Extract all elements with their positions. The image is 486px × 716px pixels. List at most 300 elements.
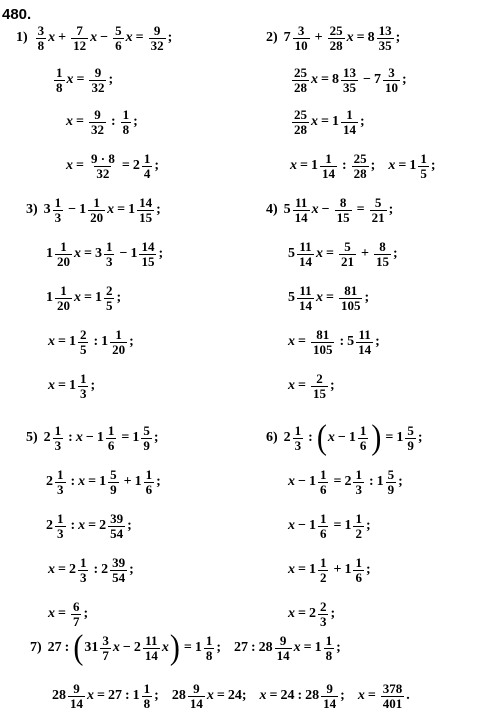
- whole-part: 1: [132, 430, 140, 445]
- item-label: 7): [30, 640, 42, 655]
- fraction: [386, 468, 397, 497]
- numerator: 2: [319, 598, 327, 614]
- fraction: [353, 556, 364, 585]
- denominator: 35: [342, 79, 356, 95]
- whole-part: 1: [314, 640, 322, 655]
- variable: x: [288, 474, 295, 489]
- operator: :: [110, 114, 116, 129]
- fraction: [104, 240, 115, 269]
- fraction: [110, 556, 127, 585]
- variable: x: [388, 158, 396, 173]
- fraction: [108, 468, 119, 497]
- operator: +: [314, 30, 323, 45]
- mixed-number: [84, 634, 113, 663]
- fraction: [292, 66, 309, 95]
- whole-part: 1: [194, 640, 202, 655]
- fraction: [143, 634, 160, 663]
- mixed-number: [396, 424, 418, 453]
- whole-part: 2: [101, 562, 109, 577]
- denominator: 7: [102, 647, 109, 663]
- equation-line: [290, 146, 441, 186]
- equation-line: [48, 322, 140, 362]
- whole-part: 28: [52, 688, 66, 703]
- mixed-number: [44, 196, 66, 225]
- equation-line: [288, 462, 409, 502]
- denominator: 3: [294, 437, 302, 453]
- denominator: 6: [359, 437, 367, 453]
- separator: ;: [365, 562, 371, 577]
- operator: =: [135, 30, 144, 45]
- separator: ;: [388, 202, 394, 217]
- operator: =: [97, 688, 105, 703]
- separator: ;: [129, 334, 134, 349]
- denominator: 32: [96, 165, 110, 181]
- whole-part: 1: [128, 202, 136, 217]
- numerator: 9: [94, 106, 101, 122]
- fraction: [139, 240, 156, 269]
- numerator: 1: [325, 150, 332, 166]
- numerator: 3: [297, 22, 305, 38]
- variable: x: [311, 202, 319, 217]
- denominator: 5: [420, 165, 427, 181]
- variable: x: [87, 688, 94, 703]
- equation-line: [46, 234, 169, 274]
- numerator: 11: [295, 194, 308, 210]
- variable: x: [66, 72, 74, 87]
- separator: ;: [167, 30, 173, 45]
- denominator: 14: [189, 695, 203, 711]
- mixed-number: [135, 468, 157, 497]
- denominator: 3: [57, 525, 64, 541]
- numerator: 7: [76, 22, 83, 38]
- separator: ;: [116, 290, 122, 305]
- separator: ;: [364, 290, 370, 305]
- operator: =: [298, 378, 306, 393]
- operator: =: [326, 290, 334, 305]
- operator: −: [85, 430, 94, 445]
- whole-part: 28: [258, 640, 273, 655]
- mixed-number: [344, 468, 366, 497]
- fraction: [405, 424, 416, 453]
- denominator: 32: [150, 37, 164, 53]
- denominator: 28: [329, 37, 343, 53]
- denominator: 9: [407, 437, 414, 453]
- numerator: 6: [72, 598, 80, 614]
- mixed-number: [46, 468, 68, 497]
- problem-number: 480.: [2, 6, 32, 23]
- equation-line: [266, 418, 428, 458]
- denominator: 6: [319, 525, 327, 541]
- mixed-number: [133, 682, 155, 711]
- operator: =: [88, 518, 97, 533]
- whole-part: 1: [344, 518, 352, 533]
- fraction: [53, 196, 64, 225]
- denominator: 14: [299, 253, 312, 269]
- numerator: 1: [56, 64, 63, 80]
- mixed-number: [344, 556, 366, 585]
- numerator: 14: [139, 194, 153, 210]
- separator: ;: [154, 158, 159, 173]
- equation-line: [46, 462, 167, 502]
- variable: x: [206, 688, 214, 703]
- operator: :: [93, 562, 99, 577]
- denominator: 3: [54, 437, 62, 453]
- denominator: 5: [105, 297, 113, 313]
- fraction: [142, 152, 153, 181]
- variable: x: [48, 562, 55, 577]
- fraction: [297, 240, 314, 269]
- variable: x: [311, 114, 318, 129]
- whole-part: 28: [305, 688, 320, 703]
- mixed-number: [195, 634, 217, 663]
- fraction: [149, 24, 166, 53]
- numerator: 1: [54, 422, 62, 438]
- whole-part: 1: [46, 290, 53, 305]
- equation-line: [30, 628, 347, 668]
- operator: =: [76, 158, 84, 173]
- separator: ;: [330, 606, 336, 621]
- operator: =: [356, 202, 365, 217]
- fraction: [144, 468, 155, 497]
- mixed-number: [332, 108, 360, 137]
- whole-part: 1: [308, 562, 316, 577]
- denominator: 8: [143, 695, 151, 711]
- mixed-number: [284, 196, 312, 225]
- equation-line: [16, 18, 178, 58]
- mixed-number: [95, 284, 117, 313]
- denominator: 14: [323, 695, 337, 711]
- mixed-number: [69, 372, 91, 401]
- numerator: 5: [407, 422, 414, 438]
- denominator: 20: [112, 341, 126, 357]
- numerator: 81: [344, 282, 358, 298]
- fraction: [335, 196, 352, 225]
- whole-part: 7: [283, 30, 291, 45]
- operator: =: [84, 246, 92, 261]
- operator: =: [117, 202, 126, 217]
- operator: :: [308, 430, 313, 445]
- variable: x: [288, 518, 295, 533]
- whole-part: 2: [132, 158, 140, 173]
- numerator: 8: [339, 194, 347, 210]
- variable: x: [78, 518, 86, 533]
- variable: x: [311, 72, 318, 87]
- fraction: [88, 196, 105, 225]
- operator: =: [321, 72, 329, 87]
- numerator: 1: [325, 632, 333, 648]
- separator: ;: [154, 688, 159, 703]
- variable: x: [125, 30, 133, 45]
- separator: ;: [392, 246, 398, 261]
- mixed-number: [172, 682, 207, 711]
- mixed-number: [288, 284, 316, 313]
- numerator: 3: [37, 22, 45, 38]
- fraction: [297, 284, 314, 313]
- operator: =: [58, 606, 66, 621]
- fraction: [142, 682, 153, 711]
- fraction: [374, 240, 391, 269]
- denominator: 20: [90, 209, 104, 225]
- operator: :: [368, 474, 374, 489]
- operator: =: [367, 688, 376, 703]
- separator: ;: [108, 72, 114, 87]
- mixed-number: [309, 600, 331, 629]
- operator: =: [84, 290, 92, 305]
- operator: :: [341, 158, 347, 173]
- variable: x: [259, 688, 267, 703]
- operator: +: [123, 474, 132, 489]
- numerator: 9: [153, 22, 161, 38]
- variable: x: [112, 640, 120, 655]
- numerator: 25: [294, 64, 307, 80]
- mixed-number: [99, 468, 121, 497]
- mixed-number: [101, 556, 129, 585]
- variable: x: [288, 562, 295, 577]
- operator: =: [326, 246, 334, 261]
- operator: :: [70, 518, 76, 533]
- number: 27: [107, 688, 122, 703]
- denominator: 14: [294, 209, 308, 225]
- fraction: [356, 328, 373, 357]
- whole-part: 5: [288, 246, 295, 261]
- separator: ;: [417, 430, 423, 445]
- separator: ;: [90, 378, 96, 393]
- variable: x: [357, 688, 365, 703]
- numerator: 1: [359, 422, 367, 438]
- numerator: 14: [141, 238, 155, 254]
- fraction: [55, 512, 66, 541]
- numerator: 1: [79, 370, 87, 386]
- numerator: 8: [379, 238, 386, 254]
- whole-part: 1: [310, 158, 318, 173]
- operator: =: [76, 72, 85, 87]
- mixed-number: [97, 424, 119, 453]
- mixed-number: [309, 468, 331, 497]
- variable: x: [78, 474, 86, 489]
- whole-part: 28: [171, 688, 186, 703]
- fraction: [53, 424, 64, 453]
- mixed-number: [284, 424, 306, 453]
- numerator: 1: [60, 282, 67, 298]
- equation-line: [288, 550, 377, 590]
- denominator: 2: [319, 569, 327, 585]
- equation-line: [288, 366, 341, 406]
- numerator: 11: [299, 238, 312, 254]
- fraction: [108, 512, 125, 541]
- whole-part: 7: [373, 72, 381, 87]
- denominator: 15: [141, 253, 155, 269]
- whole-part: 2: [46, 518, 53, 533]
- operator: =: [121, 430, 130, 445]
- separator: ;: [359, 114, 365, 129]
- whole-part: 1: [99, 474, 107, 489]
- variable: x: [107, 202, 115, 217]
- numerator: 25: [329, 22, 343, 38]
- fraction: [353, 468, 364, 497]
- numerator: 9: [94, 64, 102, 80]
- variable: x: [288, 378, 295, 393]
- numerator: 1: [145, 466, 153, 482]
- operator: −: [122, 640, 131, 655]
- separator: ;: [156, 474, 161, 489]
- whole-part: 2: [344, 474, 352, 489]
- separator: ;: [241, 688, 247, 703]
- fraction: [188, 682, 205, 711]
- mixed-number: [309, 512, 331, 541]
- fraction: [36, 24, 47, 53]
- numerator: 1: [294, 422, 302, 438]
- variable: x: [75, 430, 83, 445]
- denominator: 4: [143, 165, 151, 181]
- whole-part: 1: [68, 378, 76, 393]
- variable: x: [161, 640, 169, 655]
- variable: x: [74, 290, 81, 305]
- equation-line: [288, 506, 377, 546]
- variable: x: [290, 158, 297, 173]
- separator: ;: [133, 114, 138, 129]
- numerator: 1: [115, 326, 122, 342]
- fraction: [55, 468, 66, 497]
- operator: =: [76, 114, 84, 129]
- denominator: 14: [144, 647, 158, 663]
- fraction: [68, 682, 85, 711]
- equation-line: [288, 322, 386, 362]
- numerator: 25: [353, 150, 367, 166]
- denominator: 28: [353, 165, 367, 181]
- fraction: [377, 24, 394, 53]
- fraction: [318, 468, 329, 497]
- numerator: 1: [355, 466, 362, 482]
- numerator: 1: [355, 510, 362, 526]
- denominator: 3: [79, 385, 87, 401]
- numerator: 5: [115, 22, 122, 38]
- numerator: 9 · 8: [90, 150, 115, 166]
- denominator: 8: [325, 647, 333, 663]
- item-label: 6): [266, 430, 278, 445]
- separator: ;: [401, 72, 407, 87]
- operator: :: [64, 640, 70, 655]
- fraction: [137, 196, 154, 225]
- equation-line: [288, 234, 404, 274]
- operator: :: [339, 334, 345, 349]
- fraction: [341, 108, 358, 137]
- mixed-number: [284, 24, 312, 53]
- operator: =: [58, 334, 66, 349]
- operator: −: [362, 72, 371, 87]
- operator: =: [333, 474, 342, 489]
- operator: −: [100, 30, 109, 45]
- numerator: 5: [374, 194, 382, 210]
- fraction: [100, 634, 111, 663]
- variable: x: [316, 290, 323, 305]
- fraction: [71, 24, 88, 53]
- fraction: [292, 108, 309, 137]
- numerator: 1: [57, 466, 64, 482]
- variable: x: [48, 30, 56, 45]
- fraction: [320, 152, 337, 181]
- denominator: 14: [321, 165, 335, 181]
- fraction: [370, 196, 387, 225]
- numerator: 1: [319, 554, 327, 570]
- operator: :: [93, 334, 99, 349]
- equation-line: [46, 278, 127, 318]
- denominator: 54: [110, 525, 124, 541]
- fraction: [71, 600, 82, 629]
- mixed-number: [349, 424, 371, 453]
- fraction: [383, 66, 400, 95]
- separator: ;: [336, 640, 341, 655]
- operator: −: [68, 202, 77, 217]
- fraction: [352, 152, 369, 181]
- variable: x: [346, 30, 354, 45]
- separator: ;: [216, 640, 221, 655]
- mixed-number: [332, 66, 360, 95]
- operator: =: [216, 688, 225, 703]
- variable: x: [288, 606, 295, 621]
- operator: =: [269, 688, 278, 703]
- operator: −: [298, 518, 306, 533]
- mixed-number: [377, 468, 399, 497]
- equation-line: [266, 190, 399, 230]
- variable: x: [48, 334, 55, 349]
- numerator: 1: [79, 554, 87, 570]
- separator: ;: [83, 606, 89, 621]
- mixed-number: [288, 240, 316, 269]
- fraction: [293, 24, 310, 53]
- denominator: 5: [79, 341, 87, 357]
- mixed-number: [101, 328, 129, 357]
- numerator: 3: [388, 64, 395, 80]
- denominator: 15: [312, 385, 326, 401]
- variable: x: [90, 30, 98, 45]
- denominator: 35: [378, 37, 392, 53]
- numerator: 2: [105, 282, 113, 298]
- operator: =: [300, 158, 308, 173]
- operator: +: [333, 562, 342, 577]
- fraction: [381, 682, 405, 711]
- item-label: 3): [26, 202, 38, 217]
- denominator: 3: [355, 481, 362, 497]
- whole-part: 1: [79, 202, 87, 217]
- mixed-number: [311, 152, 339, 181]
- whole-part: 1: [46, 246, 53, 261]
- whole-part: 3: [43, 202, 51, 217]
- separator: ;: [395, 30, 401, 45]
- operator: =: [88, 474, 97, 489]
- mixed-number: [305, 682, 340, 711]
- separator: ;: [129, 562, 134, 577]
- equation-line: [48, 550, 140, 590]
- mixed-number: [44, 424, 66, 453]
- denominator: 54: [112, 569, 126, 585]
- whole-part: 1: [134, 474, 142, 489]
- numerator: 9: [73, 680, 80, 696]
- denominator: 3: [54, 209, 62, 225]
- mixed-number: [46, 512, 68, 541]
- numerator: 13: [342, 64, 356, 80]
- whole-part: 2: [68, 562, 76, 577]
- separator: ;: [365, 518, 371, 533]
- variable: x: [293, 640, 301, 655]
- denominator: 10: [294, 37, 308, 53]
- fraction: [311, 372, 328, 401]
- whole-part: 1: [132, 688, 140, 703]
- denominator: 9: [143, 437, 150, 453]
- separator: ;: [127, 518, 132, 533]
- fraction: [341, 66, 358, 95]
- operator: =: [298, 562, 306, 577]
- denominator: 8: [56, 79, 63, 95]
